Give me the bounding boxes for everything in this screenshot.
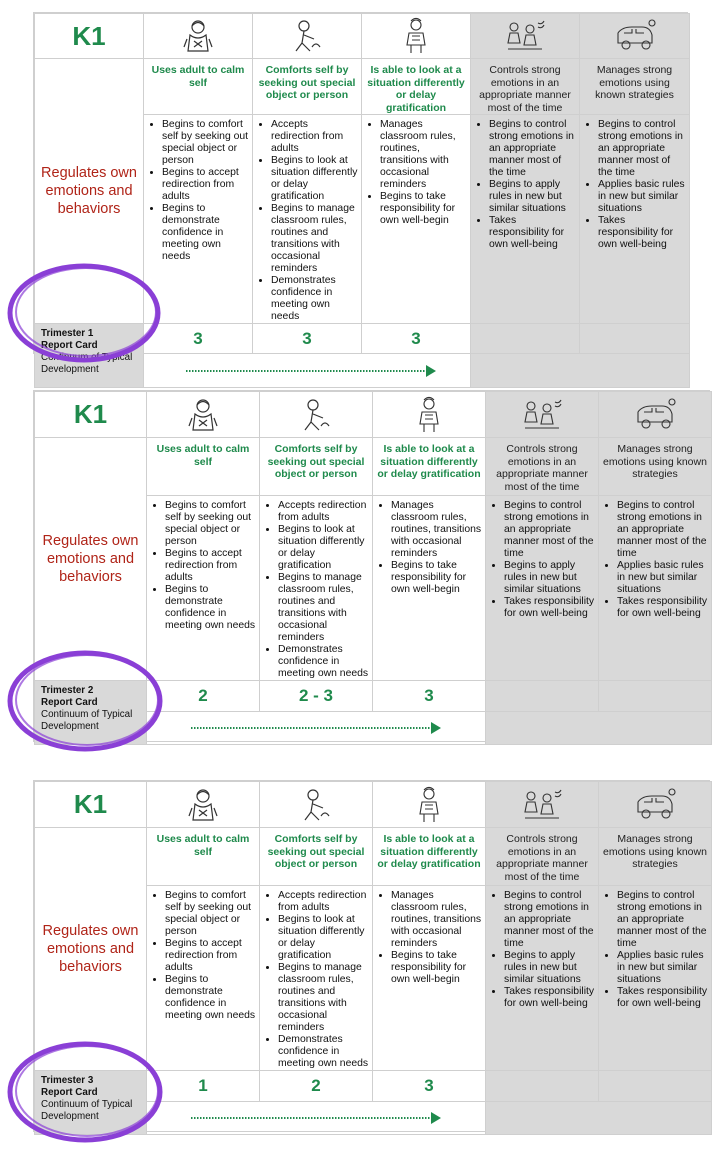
criteria-cell <box>486 886 599 1071</box>
empty-score-cell <box>486 681 599 712</box>
column-heading: Comforts self by seeking out special object or person <box>260 438 373 496</box>
column-heading: Manages strong emotions using known strategies <box>599 438 712 496</box>
child-waiting-icon <box>373 782 486 828</box>
score-value: 2 - 3 <box>260 681 373 712</box>
criteria-item: • Begins to control strong emotions in an appropriate manner most of the time <box>617 500 708 560</box>
empty-score-cell <box>599 1071 712 1102</box>
child-waiting-icon <box>373 392 486 438</box>
continuum-label: Continuum of Typical Development <box>41 709 133 732</box>
continuum-arrow-cell <box>144 354 471 388</box>
column-heading: Uses adult to calm self <box>144 59 253 115</box>
criteria-item: • Begins to accept redirection from adults <box>162 167 249 203</box>
criteria-item: • Begins to look at situation differently or delay gratification <box>278 524 369 572</box>
children-with-toy-car-icon <box>580 14 690 59</box>
criteria-item: • Accepts redirection from adults <box>278 890 369 914</box>
empty-arrow-cell <box>486 712 712 745</box>
criteria-item: • Applies basic rules in new but similar situations <box>598 179 686 215</box>
criteria-cell <box>580 115 690 324</box>
score-value: 3 <box>373 681 486 712</box>
criteria-item: • Manages classroom rules, routines, transitions with occasional reminders <box>391 890 482 950</box>
trimester-label-cell <box>35 1071 147 1135</box>
child-hugging-object-icon <box>260 782 373 828</box>
trimester-label-cell <box>35 324 144 388</box>
criteria-item: • Begins to accept redirection from adults <box>165 548 256 584</box>
column-heading: Controls strong emotions in an appropriate manner most of the time <box>471 59 580 115</box>
criteria-item: • Manages classroom rules, routines, transitions with occasional reminders <box>380 119 467 191</box>
criteria-cell <box>144 115 253 324</box>
domain-label: Regulates own emotions and behaviors <box>35 59 144 324</box>
report-card-3 <box>33 780 710 1132</box>
child-hugging-object-icon <box>253 14 362 59</box>
criteria-item: • Begins to comfort self by seeking out special object or person <box>165 890 256 938</box>
criteria-item: • Demonstrates confidence in meeting own needs <box>271 275 358 323</box>
criteria-item: • Begins to take responsibility for own well-begin <box>391 560 482 596</box>
trimester-label: Trimester 3 <box>41 1075 94 1086</box>
criteria-item: • Begins to look at situation differently or delay gratification <box>271 155 358 203</box>
grade-label: K1 <box>35 14 144 59</box>
criteria-item: • Takes responsibility for own well-being <box>489 215 576 251</box>
continuum-arrow-icon <box>147 718 486 738</box>
trimester-label: Trimester 1 <box>41 328 94 339</box>
report-card-label: Report Card <box>41 340 98 351</box>
criteria-item: • Demonstrates confidence in meeting own needs <box>278 1034 369 1070</box>
empty-arrow-cell <box>486 1102 712 1135</box>
empty-score-cell <box>471 324 580 354</box>
criteria-item: • Begins to take responsibility for own well-begin <box>380 191 467 227</box>
criteria-item: • Begins to manage classroom rules, routines and transitions with occasional reminders <box>278 572 369 644</box>
criteria-item: • Begins to comfort self by seeking out special object or person <box>162 119 249 167</box>
criteria-item: • Takes responsibility for own well-being <box>504 596 595 620</box>
children-with-toy-car-icon <box>599 392 712 438</box>
column-heading: Comforts self by seeking out special object or person <box>253 59 362 115</box>
empty-arrow-cell <box>471 354 690 388</box>
column-heading: Comforts self by seeking out special object or person <box>260 828 373 886</box>
domain-label: Regulates own emotions and behaviors <box>35 438 147 681</box>
criteria-cell <box>599 496 712 681</box>
score-value: 1 <box>147 1071 260 1102</box>
criteria-item: • Applies basic rules in new but similar situations <box>617 560 708 596</box>
column-heading: Uses adult to calm self <box>147 828 260 886</box>
score-value: 3 <box>362 324 471 354</box>
criteria-item: • Begins to demonstrate confidence in meeting own needs <box>162 203 249 263</box>
criteria-item: • Demonstrates confidence in meeting own needs <box>278 644 369 680</box>
column-heading: Uses adult to calm self <box>147 438 260 496</box>
continuum-arrow-cell <box>147 712 486 745</box>
continuum-arrow-icon <box>144 361 471 381</box>
criteria-cell <box>599 886 712 1071</box>
column-heading: Controls strong emotions in an appropriate manner most of the time <box>486 828 599 886</box>
grade-label: K1 <box>35 782 147 828</box>
continuum-arrow-cell <box>147 1102 486 1135</box>
continuum-label: Continuum of Typical Development <box>41 352 133 375</box>
criteria-item: • Begins to take responsibility for own well-begin <box>391 950 482 986</box>
criteria-cell <box>147 886 260 1071</box>
domain-label: Regulates own emotions and behaviors <box>35 828 147 1071</box>
empty-score-cell <box>486 1071 599 1102</box>
criteria-item: • Begins to accept redirection from adults <box>165 938 256 974</box>
criteria-item: • Begins to demonstrate confidence in meeting own needs <box>165 584 256 632</box>
criteria-item: • Begins to control strong emotions in an appropriate manner most of the time <box>617 890 708 950</box>
child-hugging-object-icon <box>260 392 373 438</box>
criteria-cell <box>486 496 599 681</box>
child-waiting-icon <box>362 14 471 59</box>
criteria-item: • Takes responsibility for own well-being <box>617 986 708 1010</box>
criteria-item: • Begins to look at situation differently or delay gratification <box>278 914 369 962</box>
score-value: 3 <box>144 324 253 354</box>
criteria-cell <box>471 115 580 324</box>
children-with-toy-car-icon <box>599 782 712 828</box>
criteria-item: • Begins to apply rules in new but similar situations <box>504 560 595 596</box>
grade-label: K1 <box>35 392 147 438</box>
criteria-item: • Applies basic rules in new but similar situations <box>617 950 708 986</box>
criteria-item: • Manages classroom rules, routines, transitions with occasional reminders <box>391 500 482 560</box>
children-playing-icon <box>471 14 580 59</box>
criteria-item: • Begins to manage classroom rules, routines and transitions with occasional reminders <box>278 962 369 1034</box>
criteria-item: • Begins to control strong emotions in an appropriate manner most of the time <box>598 119 686 179</box>
criteria-item: • Begins to control strong emotions in an appropriate manner most of the time <box>504 890 595 950</box>
criteria-item: • Takes responsibility for own well-being <box>598 215 686 251</box>
score-value: 3 <box>253 324 362 354</box>
criteria-item: • Accepts redirection from adults <box>278 500 369 524</box>
trimester-label-cell <box>35 681 147 745</box>
criteria-item: • Begins to demonstrate confidence in meeting own needs <box>165 974 256 1022</box>
trimester-label: Trimester 2 <box>41 685 94 696</box>
criteria-cell <box>373 886 486 1071</box>
column-heading: Is able to look at a situation differently or delay gratification <box>373 438 486 496</box>
criteria-item: • Begins to control strong emotions in an appropriate manner most of the time <box>504 500 595 560</box>
criteria-cell <box>260 496 373 681</box>
column-heading: Is able to look at a situation differently or delay gratification <box>362 59 471 115</box>
column-heading: Is able to look at a situation differently or delay gratification <box>373 828 486 886</box>
empty-score-cell <box>599 681 712 712</box>
column-heading: Manages strong emotions using known strategies <box>580 59 690 115</box>
criteria-item: • Begins to apply rules in new but similar situations <box>489 179 576 215</box>
child-crying-with-adult-icon <box>147 782 260 828</box>
score-value: 2 <box>260 1071 373 1102</box>
child-crying-with-adult-icon <box>147 392 260 438</box>
column-heading: Manages strong emotions using known strategies <box>599 828 712 886</box>
criteria-item: • Begins to comfort self by seeking out special object or person <box>165 500 256 548</box>
report-card-label: Report Card <box>41 697 98 708</box>
criteria-cell <box>362 115 471 324</box>
criteria-cell <box>260 886 373 1071</box>
empty-score-cell <box>580 324 690 354</box>
criteria-item: • Takes responsibility for own well-being <box>617 596 708 620</box>
criteria-item: • Begins to manage classroom rules, routines and transitions with occasional reminders <box>271 203 358 275</box>
criteria-cell <box>147 496 260 681</box>
report-card-label: Report Card <box>41 1087 98 1098</box>
report-card-2 <box>33 390 710 742</box>
score-value: 3 <box>373 1071 486 1102</box>
child-crying-with-adult-icon <box>144 14 253 59</box>
column-heading: Controls strong emotions in an appropriate manner most of the time <box>486 438 599 496</box>
children-playing-icon <box>486 392 599 438</box>
continuum-label: Continuum of Typical Development <box>41 1099 133 1122</box>
criteria-item: • Begins to control strong emotions in an appropriate manner most of the time <box>489 119 576 179</box>
criteria-cell <box>373 496 486 681</box>
criteria-item: • Accepts redirection from adults <box>271 119 358 155</box>
continuum-arrow-icon <box>147 1108 486 1128</box>
criteria-item: • Begins to apply rules in new but similar situations <box>504 950 595 986</box>
criteria-cell <box>253 115 362 324</box>
score-value: 2 <box>147 681 260 712</box>
report-card-1 <box>33 12 688 375</box>
criteria-item: • Takes responsibility for own well-being <box>504 986 595 1010</box>
children-playing-icon <box>486 782 599 828</box>
